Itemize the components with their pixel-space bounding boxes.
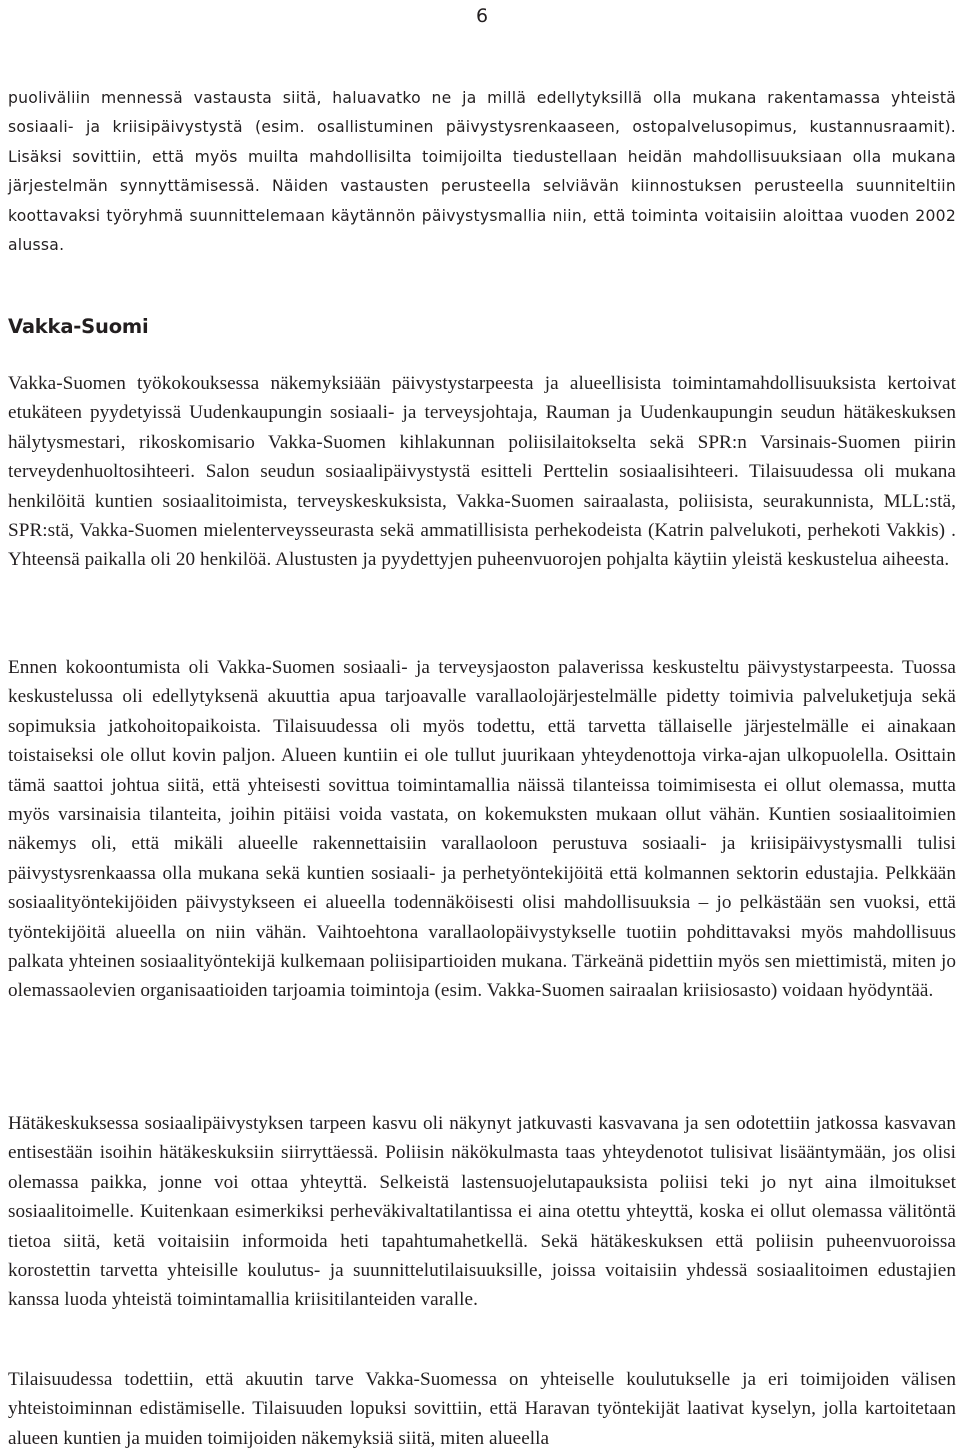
body-paragraph-1: Vakka-Suomen työkokouksessa näkemyksiään päivystystarpeesta ja alueellisista toimintamahdollisuuksista kertoivat etukäteen pyydetyissä Uudenkaupungin sosiaali- ja terveysjohtaja, Rauman ja Uudenkaupungin seudun hätäkeskuksen hälytysmestari, rikoskomisario Vakka-Suomen kihlakunnan poliisilaitokselta sekä SPR:n Varsinais-Suomen piirin terveydenhuoltosihteeri. Salon seudun sosiaalipäivystystä esitteli Perttelin sosiaalisihteeri. Tilaisuudessa oli mukana henkilöitä kuntien sosiaalitoimista, terveyskeskuksista, Vakka-Suomen sairaalasta, poliisista, seurakunnista, MLL:stä, SPR:stä, Vakka-Suomen mielenterveysseurasta sekä ammatillisista perhekodeista (Katrin palvelukoti, perhekoti Vakkis) . Yhteensä paikalla oli 20 henkilöä. Alustusten ja pyydettyjen puheenvuorojen pohjalta käytiin yleistä keskustelua aiheesta. [8, 373, 956, 571]
body-paragraph-2: Ennen kokoontumista oli Vakka-Suomen sosiaali- ja terveysjaoston palaverissa keskusteltu päivystystarpeesta. Tuossa keskustelussa oli edellytyksenä akuuttia apua tarjoavalle varallaolojärjestelmälle pidetty toimivia palveluketjuja sekä sopimuksia jatkohoitopaikoista. Tilaisuudessa oli myös todettu, että tarvetta tällaiselle järjestelmälle ei ainakaan toistaiseksi ole ollut kovin paljon. Alueen kuntiin ei ole tullut juurikaan yhteydenottoja virka-ajan ulkopuolella. Osittain tämä saattoi johtua siitä, että yhteisesti sovittua toimintamallia näissä tilanteissa toimimisesta ei ollut olemassa, mutta myös varsinaisia tilanteita, joihin pitäisi voida vastata, on kokemuksten mukaan ollut vähän. Kuntien sosiaalitoimien näkemys oli, että mikäli alueelle rakennettaisiin varallaoloon perustuva sosiaali- ja kriisipäivystysmalli tulisi päivystysrenkaassa olla mukana sekä kuntien sosiaali- ja perhetyöntekijöitä että kolmannen sektorin edustajia. Pelkkään sosiaalityöntekijöiden päivystykseen ei alueella todennäköisesti olisi mahdollisuuksia – jo pelkästään sen vuoksi, että työntekijöitä alueella on niin vähän. Vaihtoehtona varallaolopäivystykselle tuotiin pohdittavaksi myös mahdollisuus palkata yhteinen sosiaalityöntekijä kulkemaan poliisipartioiden mukana. Tärkeänä pidettiin myös sen miettimistä, miten jo olemassaolevien organisaatioiden tarjoamia toimintoja (esim. Vakka-Suomen sairaalan kriisiosasto) voidaan hyödyntää. [8, 657, 956, 1002]
page-number: 6 [476, 5, 489, 27]
body-paragraph-3: Hätäkeskuksessa sosiaalipäivystyksen tarpeen kasvu oli näkynyt jatkuvasti kasvavana ja sen odotettiin jatkossa kasvavan entisestään isoihin hätäkeskuksiin siirryttäessä. Poliisin näkökulmasta taas yhteydenotot tulisivat lisääntymään, jos olisi olemassa paikka, jonne voi ottaa yhteyttä. Selkeistä lastensuojelutapauksista poliisi teki jo nyt aina ilmoitukset sosiaalitoimelle. Kuitenkaan esimerkiksi perheväkivaltatilantissa ei aina otettu yhteyttä, koska ei ollut olemassa välitöntä tietoa siitä, ketä voitaisiin informoida heti tapahtumahetkellä. Sekä hätäkeskuksen että poliisin puheenvuoroissa korostettin tarvetta yhteisille koulutus- ja suunnittelutilaisuuksille, joissa voitaisiin yhdessä sosiaalitoimen edustajien kanssa luoda yhteistä toimintamallia kriisitilanteiden varalle. [8, 1113, 956, 1311]
section-heading: Vakka-Suomi [8, 315, 149, 338]
body-paragraph-4: Tilaisuudessa todettiin, että akuutin tarve Vakka-Suomessa on yhteiselle koulutukselle ja eri toimijoiden välisen yhteistoiminnan edistämiselle. Tilaisuuden lopuksi sovittiin, että Haravan työntekijät laativat kyselyn, jolla kartoitetaan alueen kuntien ja muiden toimijoiden näkemyksiä siitä, miten alueella [8, 1369, 956, 1449]
intro-paragraph: puoliväliin mennessä vastausta siitä, haluavatko ne ja millä edellytyksillä olla mukana rakentamassa yhteistä sosiaali- ja kriisipäivystystä (esim. osallistuminen päivystysrenkaaseen, ostopalvelusopimus, kustannusraamit). Lisäksi sovittiin, että myös muilta mahdollisilta toimijoilta tiedustellaan heidän mahdollisuuksiaan olla mukana järjestelmän synnyttämisessä. Näiden vastausten perusteella selviävän kiinnostuksen perusteella suunniteltiin koottavaksi työryhmä suunnittelemaan käytännön päivystysmallia niin, että toiminta voitaisiin aloittaa vuoden 2002 alussa. [8, 89, 956, 255]
